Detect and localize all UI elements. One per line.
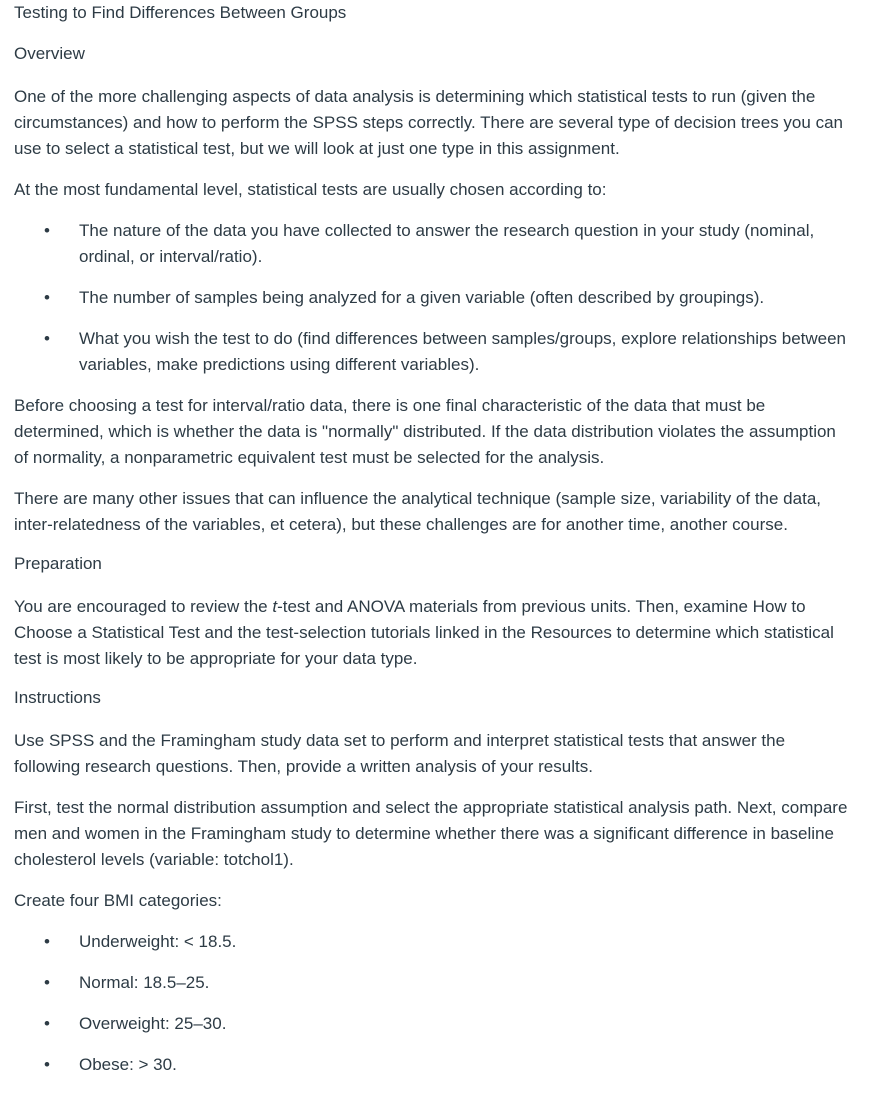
bullet-icon: • [44,288,50,307]
list-item [14,218,849,270]
list-item [14,929,849,955]
overview-paragraph-4: There are many other issues that can influence the analytical technique (sample size, variability of the data, inter-relatedness of the variables, et cetera), but these challenges are for another time, another course. [14,489,821,534]
preparation-text-start: You are encouraged to review the [14,597,273,616]
bullet-icon: • [44,973,50,992]
criteria-list [14,218,849,378]
preparation-paragraph [14,594,849,672]
list-item-text: What you wish the test to do (find differences between samples/groups, explore relationships between variables, make predictions using different variables). [79,329,847,374]
list-item [14,1052,849,1078]
overview-paragraph-1: One of the more challenging aspects of data analysis is determining which statistical tests to run (given the circumstances) and how to perform the SPSS steps correctly. There are several type of decision trees you can use to select a statistical test, but we will look at just one type in this assignment. [14,87,843,158]
bullet-icon: • [44,932,50,951]
list-item [14,326,849,378]
overview-heading: Overview [14,44,85,63]
preparation-text-end: -test and ANOVA materials from previous units. Then, examine How to Choose a Statistical Test and the test-selection tutorials linked in the Resources to determine which statistical test is most likely to be appropriate for your data type. [14,597,834,668]
preparation-text-italic: t [272,597,278,616]
instructions-paragraph-2: First, test the normal distribution assumption and select the appropriate statistical analysis path. Next, compare men and women in the Framingham study to determine whether there was a significant difference in baseline cholesterol levels (variable: totchol1). [14,798,848,869]
overview-paragraph-3: Before choosing a test for interval/ratio data, there is one final characteristic of the data that must be determined, which is whether the data is "normally" distributed. If the data distribution violates the assumption of normality, a nonparametric equivalent test must be selected for the analysis. [14,396,836,467]
list-item-text: The number of samples being analyzed for a given variable (often described by groupings). [79,288,765,307]
instructions-paragraph-1: Use SPSS and the Framingham study data set to perform and interpret statistical tests that answer the following research questions. Then, provide a written analysis of your results. [14,731,786,776]
bullet-icon: • [44,1014,50,1033]
page-title: Testing to Find Differences Between Groups [14,3,347,22]
list-item [14,285,849,311]
preparation-heading: Preparation [14,554,102,573]
bmi-category-list [14,929,849,1078]
list-item [14,1011,849,1037]
list-item-text: Obese: > 30. [79,1055,177,1074]
list-item-text: The nature of the data you have collected to answer the research question in your study (nominal, ordinal, or interval/ratio). [79,221,815,266]
list-item-text: Overweight: 25–30. [79,1014,227,1033]
instructions-paragraph-3: Create four BMI categories: [14,891,222,910]
bullet-icon: • [44,1055,50,1074]
bullet-icon: • [44,329,50,348]
list-item-text: Underweight: < 18.5. [79,932,237,951]
list-item [14,970,849,996]
overview-paragraph-2: At the most fundamental level, statistical tests are usually chosen according to: [14,180,607,199]
bullet-icon: • [44,221,50,240]
list-item-text: Normal: 18.5–25. [79,973,210,992]
instructions-heading: Instructions [14,688,101,707]
